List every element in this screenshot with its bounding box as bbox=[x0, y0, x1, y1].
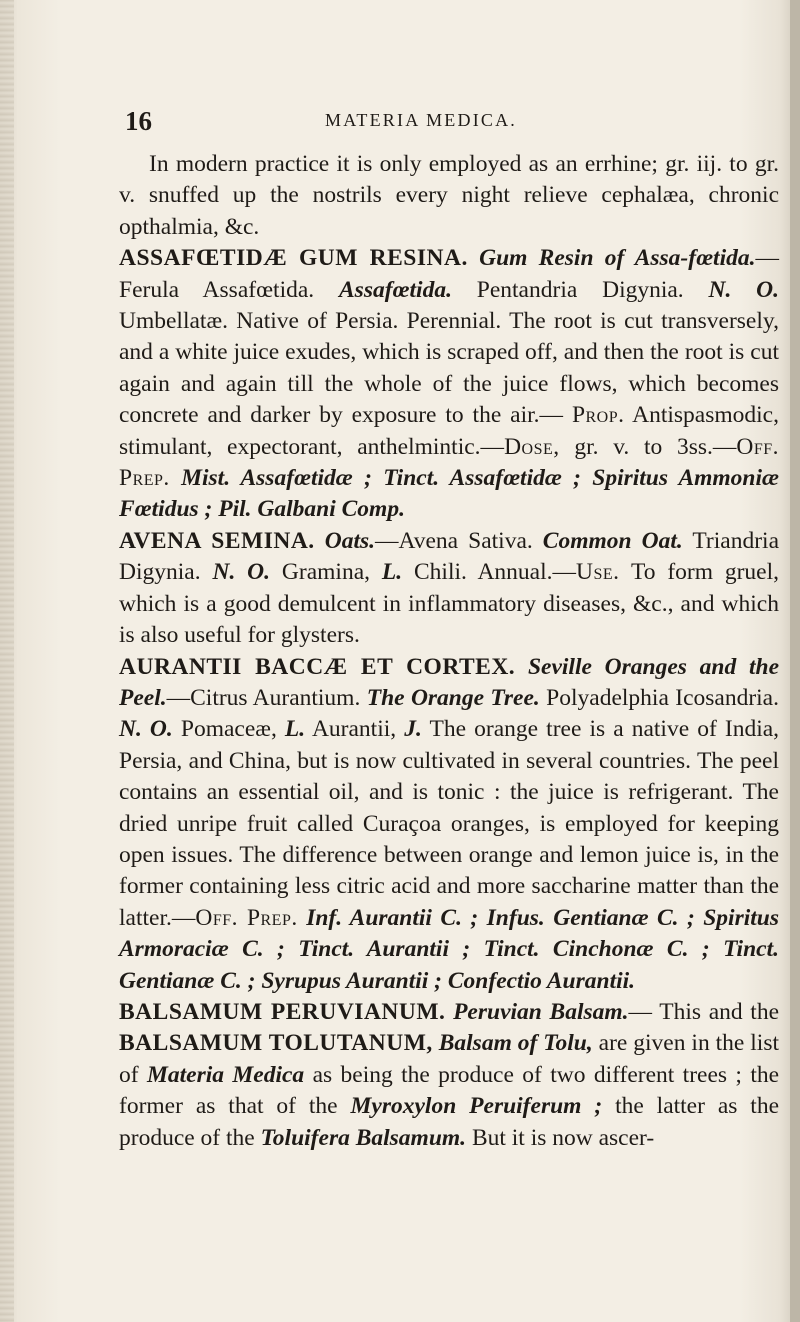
dose-label: Dose, bbox=[504, 433, 560, 460]
entry-heading: BALSAMUM PERUVIANUM. bbox=[119, 998, 446, 1025]
entry-aurantii bbox=[119, 652, 779, 997]
entry-text: To form gruel, which is a good demulcent in inflammatory diseases, &c., and which is also useful for glysters. bbox=[119, 559, 780, 649]
body-text bbox=[119, 149, 779, 1154]
entry-text: Triandria Digynia. bbox=[119, 527, 780, 586]
entry-species: Myroxylon Peruiferum ; bbox=[350, 1093, 603, 1120]
entry-text: Pomaceæ, bbox=[180, 716, 277, 743]
off-prep-label: Off. Prep. bbox=[119, 433, 780, 492]
entry-authority: L. bbox=[381, 559, 403, 586]
entry-text: as being the produce of two different trees ; the former as that of the bbox=[119, 1061, 780, 1120]
entry-common-name: Seville Oranges and the Peel. bbox=[119, 653, 780, 711]
paragraph-intro bbox=[119, 149, 779, 243]
entry-text: —Ferula Assafœtida. bbox=[119, 245, 779, 303]
entry-common-name: Balsam of Tolu, bbox=[438, 1030, 593, 1057]
entry-book-title: Materia Medica bbox=[146, 1061, 305, 1088]
entry-common-name: Peruvian Balsam. bbox=[453, 998, 629, 1025]
entry-text: Umbellatæ. Native of Persia. Perennial. The root is cut transversely, and a white juice exudes, which is scraped off, and then the root is cut again and again till the whole of the juice flows, which becomes concrete and darker by exposure to the air.— bbox=[119, 308, 779, 429]
entry-text: — This and the bbox=[628, 998, 780, 1025]
intro-text: In modern practice it is only employed as an errhine; gr. iij. to gr. v. snuffed up the nostrils every night relieve cephalæa, chronic opthalmia, &c. bbox=[119, 151, 779, 240]
entry-order: N. O. bbox=[212, 559, 271, 586]
running-head: MATERIA MEDICA. bbox=[325, 110, 518, 130]
entry-heading: AURANTII BACCÆ ET CORTEX. bbox=[119, 653, 516, 680]
page-gutter-edge bbox=[0, 0, 14, 1322]
entry-assafoetida bbox=[119, 243, 779, 526]
entry-avena bbox=[119, 526, 779, 652]
page-header bbox=[125, 106, 738, 140]
entry-text: Chili. Annual.— bbox=[413, 559, 576, 586]
page-fore-edge bbox=[790, 0, 800, 1322]
entry-text: are given in the list of bbox=[119, 1030, 780, 1088]
entry-text: —Citrus Aurantium. bbox=[166, 684, 361, 711]
entry-species: Assafœtida. bbox=[339, 276, 452, 303]
entry-order: N. O. bbox=[708, 276, 780, 303]
entry-balsamum bbox=[119, 997, 779, 1154]
entry-text: Aurantii, bbox=[311, 716, 397, 743]
page-number: 16 bbox=[125, 106, 152, 136]
entry-species: Common Oat. bbox=[542, 527, 683, 554]
use-label: Use. bbox=[576, 559, 620, 586]
entry-species: Toluifera Balsamum. bbox=[260, 1124, 467, 1151]
entry-common-name: Oats. bbox=[324, 527, 375, 554]
off-prep-label: Off. Prep. bbox=[195, 904, 298, 931]
entry-text: gr. v. to 3ss.— bbox=[574, 433, 737, 460]
entry-text: —Avena Sativa. bbox=[375, 527, 533, 554]
entry-common-name: Gum Resin of Assa-fœtida. bbox=[479, 245, 756, 272]
entry-authority: J. bbox=[404, 716, 422, 743]
entry-text: Pentandria Digynia. bbox=[476, 276, 684, 303]
prop-label: Prop. bbox=[571, 402, 625, 429]
entry-heading-secondary: BALSAMUM TOLUTANUM, bbox=[119, 1030, 433, 1057]
entry-text: The orange tree is a native of India, Persia, and China, but is now cultivated in several countries. The peel contains an essential oil, and is tonic : the juice is refrigerant. The dried unripe fruit called Curaçoa oranges, is employed for keeping open issues. The difference between orange and lemon juice is, in the former containing less citric acid and more saccharine matter than the latter.— bbox=[119, 716, 780, 931]
entry-text: But it is now ascer- bbox=[471, 1124, 655, 1151]
entry-heading: ASSAFŒTIDÆ GUM RESINA. bbox=[119, 245, 468, 272]
entry-preparations: Inf. Aurantii C. ; Infus. Gentianæ C. ; Spiritus Armoraciæ C. ; Tinct. Aurantii ; Tinct. Cinchonæ C. ; Tinct. Gentianæ C. ; Syrupus Aurantii ; Confectio Aurantii. bbox=[119, 904, 780, 994]
entry-preparations: Mist. Assafœtidæ ; Tinct. Assafœtidæ ; Spiritus Ammoniæ Fœtidus ; Pil. Galbani Comp. bbox=[119, 465, 779, 523]
entry-text: Polyadelphia Icosandria. bbox=[546, 684, 779, 711]
entry-order: N. O. bbox=[119, 716, 173, 743]
entry-text: Gramina, bbox=[281, 559, 370, 586]
entry-text: Antispasmodic, stimulant, expectorant, anthelmintic.— bbox=[119, 402, 779, 460]
entry-text: the latter as the produce of the bbox=[119, 1093, 780, 1151]
entry-species: The Orange Tree. bbox=[366, 684, 540, 711]
entry-heading: AVENA SEMINA. bbox=[119, 527, 315, 554]
entry-authority: L. bbox=[284, 716, 306, 743]
